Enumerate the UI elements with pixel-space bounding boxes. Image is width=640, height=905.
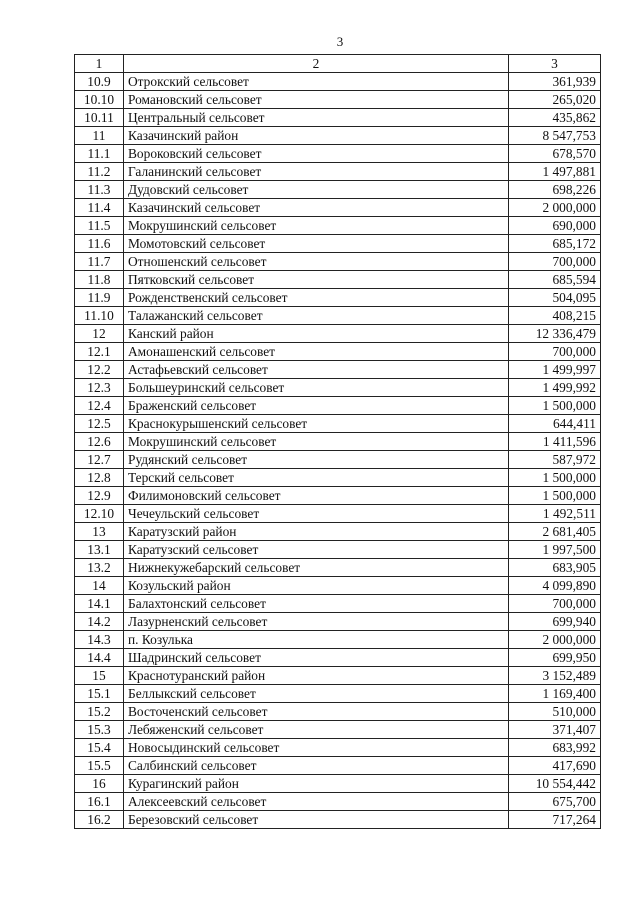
row-name: Талажанский сельсовет: [124, 307, 509, 325]
row-amount: 700,000: [509, 343, 601, 361]
row-name: Вороковский сельсовет: [124, 145, 509, 163]
row-number: 15.5: [75, 757, 124, 775]
table-row: [75, 703, 601, 721]
table-row: [75, 235, 601, 253]
row-name: Мокрушинский сельсовет: [124, 433, 509, 451]
row-name: Каратузский сельсовет: [124, 541, 509, 559]
row-number: 11.5: [75, 217, 124, 235]
row-name: Канский район: [124, 325, 509, 343]
row-amount: 10 554,442: [509, 775, 601, 793]
row-name: Лазурненский сельсовет: [124, 613, 509, 631]
table-row: [75, 541, 601, 559]
row-amount: 1 997,500: [509, 541, 601, 559]
table-body: [75, 73, 601, 829]
table-row: [75, 253, 601, 271]
row-name: Амонашенский сельсовет: [124, 343, 509, 361]
row-amount: 1 500,000: [509, 397, 601, 415]
row-amount: 587,972: [509, 451, 601, 469]
row-number: 11.4: [75, 199, 124, 217]
row-amount: 1 500,000: [509, 487, 601, 505]
row-amount: 2 681,405: [509, 523, 601, 541]
table-row: [75, 379, 601, 397]
row-number: 14.1: [75, 595, 124, 613]
table-row: [75, 595, 601, 613]
column-header-number: 1: [75, 55, 124, 73]
row-amount: 361,939: [509, 73, 601, 91]
data-table: [74, 54, 601, 829]
row-name: Краснокурышенский сельсовет: [124, 415, 509, 433]
row-amount: 1 169,400: [509, 685, 601, 703]
table-row: [75, 721, 601, 739]
row-number: 12.2: [75, 361, 124, 379]
row-name: Центральный сельсовет: [124, 109, 509, 127]
row-name: Галанинский сельсовет: [124, 163, 509, 181]
row-number: 11.2: [75, 163, 124, 181]
table-row: [75, 451, 601, 469]
row-name: Шадринский сельсовет: [124, 649, 509, 667]
row-number: 10.10: [75, 91, 124, 109]
row-name: Большеуринский сельсовет: [124, 379, 509, 397]
row-name: Восточенский сельсовет: [124, 703, 509, 721]
row-name: Рудянский сельсовет: [124, 451, 509, 469]
table-row: [75, 577, 601, 595]
table-row: [75, 739, 601, 757]
table-row: [75, 163, 601, 181]
row-name: Новосыдинский сельсовет: [124, 739, 509, 757]
row-amount: 1 411,596: [509, 433, 601, 451]
row-name: Салбинский сельсовет: [124, 757, 509, 775]
row-amount: 1 499,992: [509, 379, 601, 397]
table-row: [75, 523, 601, 541]
row-number: 10.9: [75, 73, 124, 91]
row-amount: 685,594: [509, 271, 601, 289]
row-amount: 685,172: [509, 235, 601, 253]
table-row: [75, 145, 601, 163]
row-number: 12.1: [75, 343, 124, 361]
row-amount: 1 497,881: [509, 163, 601, 181]
row-amount: 683,905: [509, 559, 601, 577]
row-number: 16.1: [75, 793, 124, 811]
row-name: Отношенский сельсовет: [124, 253, 509, 271]
row-name: Дудовский сельсовет: [124, 181, 509, 199]
row-number: 12: [75, 325, 124, 343]
row-number: 14.3: [75, 631, 124, 649]
row-amount: 2 000,000: [509, 631, 601, 649]
row-name: Березовский сельсовет: [124, 811, 509, 829]
table-row: [75, 487, 601, 505]
table-row: [75, 757, 601, 775]
table-row: [75, 559, 601, 577]
row-name: п. Козулька: [124, 631, 509, 649]
row-number: 12.5: [75, 415, 124, 433]
row-name: Лебяженский сельсовет: [124, 721, 509, 739]
table-row: [75, 289, 601, 307]
row-number: 13.2: [75, 559, 124, 577]
row-number: 11: [75, 127, 124, 145]
row-amount: 510,000: [509, 703, 601, 721]
row-number: 13.1: [75, 541, 124, 559]
column-header-name: 2: [124, 55, 509, 73]
column-header-amount: 3: [509, 55, 601, 73]
row-amount: 265,020: [509, 91, 601, 109]
row-number: 16: [75, 775, 124, 793]
row-amount: 2 000,000: [509, 199, 601, 217]
row-amount: 699,940: [509, 613, 601, 631]
row-name: Нижнекужебарский сельсовет: [124, 559, 509, 577]
row-number: 11.3: [75, 181, 124, 199]
row-name: Казачинский сельсовет: [124, 199, 509, 217]
row-amount: 504,095: [509, 289, 601, 307]
row-amount: 4 099,890: [509, 577, 601, 595]
table-header-row: [75, 55, 601, 73]
table-row: [75, 73, 601, 91]
table-row: [75, 271, 601, 289]
table-row: [75, 793, 601, 811]
row-amount: 1 499,997: [509, 361, 601, 379]
table-row: [75, 649, 601, 667]
row-amount: 1 500,000: [509, 469, 601, 487]
row-amount: 678,570: [509, 145, 601, 163]
row-number: 14.4: [75, 649, 124, 667]
table-row: [75, 199, 601, 217]
row-amount: 435,862: [509, 109, 601, 127]
row-name: Каратузский район: [124, 523, 509, 541]
row-name: Краснотуранский район: [124, 667, 509, 685]
row-number: 11.1: [75, 145, 124, 163]
row-name: Романовский сельсовет: [124, 91, 509, 109]
table-row: [75, 361, 601, 379]
table-row: [75, 343, 601, 361]
row-name: Казачинский район: [124, 127, 509, 145]
row-number: 11.7: [75, 253, 124, 271]
table-row: [75, 181, 601, 199]
row-number: 14: [75, 577, 124, 595]
table-row: [75, 685, 601, 703]
table-row: [75, 109, 601, 127]
table-row: [75, 217, 601, 235]
row-number: 15.4: [75, 739, 124, 757]
table-row: [75, 127, 601, 145]
row-name: Момотовский сельсовет: [124, 235, 509, 253]
row-name: Беллыкский сельсовет: [124, 685, 509, 703]
row-amount: 1 492,511: [509, 505, 601, 523]
page-number: 3: [336, 34, 344, 49]
row-amount: 699,950: [509, 649, 601, 667]
row-number: 15: [75, 667, 124, 685]
row-number: 11.6: [75, 235, 124, 253]
table-row: [75, 325, 601, 343]
table-row: [75, 775, 601, 793]
row-amount: 408,215: [509, 307, 601, 325]
row-name: Пятковский сельсовет: [124, 271, 509, 289]
row-name: Браженский сельсовет: [124, 397, 509, 415]
row-amount: 683,992: [509, 739, 601, 757]
row-name: Рожденственский сельсовет: [124, 289, 509, 307]
row-name: Астафьевский сельсовет: [124, 361, 509, 379]
table-row: [75, 433, 601, 451]
table-row: [75, 613, 601, 631]
row-amount: 690,000: [509, 217, 601, 235]
row-name: Отрокский сельсовет: [124, 73, 509, 91]
row-number: 14.2: [75, 613, 124, 631]
table-row: [75, 397, 601, 415]
row-number: 11.8: [75, 271, 124, 289]
row-amount: 700,000: [509, 595, 601, 613]
table-row: [75, 505, 601, 523]
table-row: [75, 307, 601, 325]
row-number: 11.10: [75, 307, 124, 325]
row-number: 10.11: [75, 109, 124, 127]
row-name: Филимоновский сельсовет: [124, 487, 509, 505]
row-number: 12.3: [75, 379, 124, 397]
row-name: Балахтонский сельсовет: [124, 595, 509, 613]
row-amount: 700,000: [509, 253, 601, 271]
table-row: [75, 91, 601, 109]
row-number: 12.10: [75, 505, 124, 523]
table-row: [75, 631, 601, 649]
row-amount: 12 336,479: [509, 325, 601, 343]
row-name: Козульский район: [124, 577, 509, 595]
row-number: 12.9: [75, 487, 124, 505]
row-amount: 3 152,489: [509, 667, 601, 685]
row-amount: 644,411: [509, 415, 601, 433]
row-number: 12.4: [75, 397, 124, 415]
row-number: 12.8: [75, 469, 124, 487]
row-amount: 717,264: [509, 811, 601, 829]
row-number: 15.2: [75, 703, 124, 721]
table-row: [75, 667, 601, 685]
row-amount: 675,700: [509, 793, 601, 811]
table-row: [75, 415, 601, 433]
row-amount: 8 547,753: [509, 127, 601, 145]
row-name: Алексеевский сельсовет: [124, 793, 509, 811]
row-name: Чечеульский сельсовет: [124, 505, 509, 523]
row-name: Курагинский район: [124, 775, 509, 793]
row-name: Мокрушинский сельсовет: [124, 217, 509, 235]
row-number: 12.7: [75, 451, 124, 469]
table-row: [75, 811, 601, 829]
row-number: 11.9: [75, 289, 124, 307]
row-name: Терский сельсовет: [124, 469, 509, 487]
row-number: 15.3: [75, 721, 124, 739]
row-number: 12.6: [75, 433, 124, 451]
table-row: [75, 469, 601, 487]
row-amount: 371,407: [509, 721, 601, 739]
row-number: 13: [75, 523, 124, 541]
row-amount: 698,226: [509, 181, 601, 199]
row-amount: 417,690: [509, 757, 601, 775]
row-number: 16.2: [75, 811, 124, 829]
row-number: 15.1: [75, 685, 124, 703]
